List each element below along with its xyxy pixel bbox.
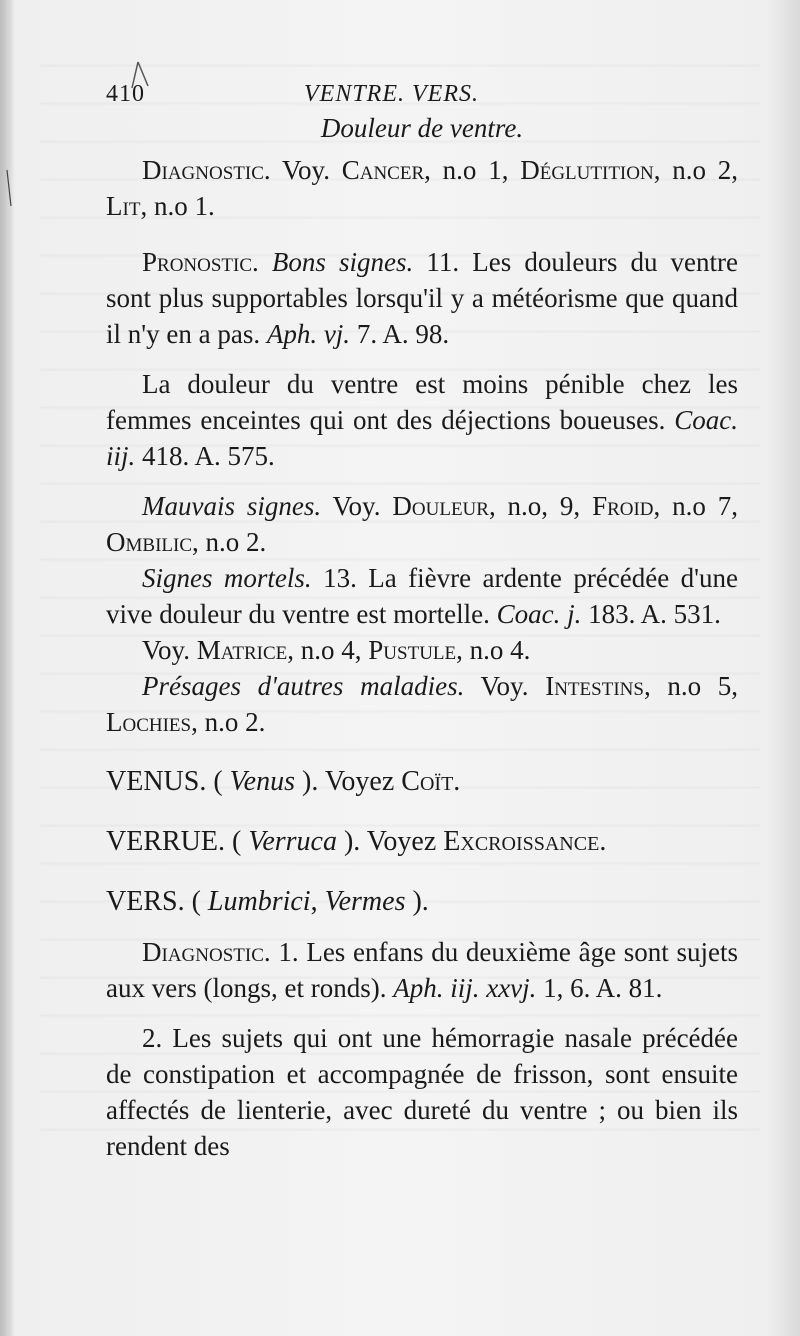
entry-venus <box>106 764 738 800</box>
punctuation: . <box>599 826 607 857</box>
citation: Aph. iij. xxvj. <box>393 973 537 1003</box>
ref-number: , n.o 2. <box>191 707 266 737</box>
ref-number: , n.o, 9, <box>488 491 581 521</box>
label-presages: Présages d'autres maladies. <box>142 671 465 701</box>
ref-term: Matrice <box>196 635 288 665</box>
label-bons-signes: Bons signes. <box>271 247 414 277</box>
label-diagnostic: Diagnostic. <box>142 937 271 967</box>
entry-vers <box>106 884 738 920</box>
voy-text: Voy. <box>142 635 191 665</box>
ref-number: , n.o 1. <box>140 191 215 221</box>
ref-term: Excroissance <box>443 826 600 857</box>
punctuation: ). Voyez <box>295 766 402 797</box>
citation: Coac. iij. <box>106 405 739 471</box>
paragraph-text: 13. La fièvre ardente précédée d'une vive douleur du ventre est mortelle. <box>106 563 738 629</box>
voy-text: Voy. <box>281 155 330 185</box>
section-title: Douleur de ventre. <box>320 113 524 143</box>
citation: Aph. vj. <box>266 319 351 349</box>
pronostic-text: 11. Les douleurs du ventre sont plus supportables lorsqu'il y a météorisme que quand il n'y en a pas. <box>106 247 739 349</box>
punctuation: ). Voyez <box>336 826 444 857</box>
diagnostic-paragraph <box>106 152 738 224</box>
paragraph-douleur <box>106 366 738 474</box>
ref-term: Lochies <box>106 707 192 737</box>
latin-term: Lumbrici <box>207 886 311 917</box>
punctuation: . <box>453 766 461 797</box>
page-number: 410 <box>106 81 145 107</box>
punctuation: ( <box>184 886 208 917</box>
ref-number: , n.o 1, <box>424 155 509 185</box>
ref-term: Froid <box>592 491 654 521</box>
ref-number: , n.o 7, <box>653 491 739 521</box>
running-title: VENTRE. VERS. <box>304 81 479 107</box>
label-pronostic: Pronostic. <box>142 247 259 277</box>
ref-number: , n.o 5, <box>643 671 739 701</box>
entry-head: VERS. <box>106 886 185 917</box>
latin-term: Vermes <box>324 886 406 917</box>
voy-paragraph <box>106 632 738 668</box>
latin-term: Venus <box>229 766 295 797</box>
page-content <box>106 70 738 1164</box>
ref-number: , n.o 4. <box>456 635 531 665</box>
presages-paragraph <box>106 668 738 740</box>
ref-term: Lit <box>106 191 141 221</box>
ref-term: Intestins <box>545 671 644 701</box>
label-signes-mortels: Signes mortels. <box>142 563 312 593</box>
punctuation: ). <box>405 886 429 917</box>
citation-numbers: 183. A. 531. <box>581 599 721 629</box>
label-mauvais-signes: Mauvais signes. <box>142 491 322 521</box>
punctuation: , <box>310 886 325 917</box>
ref-term: Pustule <box>368 635 457 665</box>
citation-numbers: 418. A. 575. <box>135 441 275 471</box>
punctuation: ( <box>206 766 230 797</box>
citation-numbers: 7. A. 98. <box>350 319 450 349</box>
ref-term: Cancer <box>341 155 425 185</box>
vers-diagnostic-paragraph <box>106 934 738 1006</box>
vers-paragraph-2 <box>106 1020 738 1164</box>
ref-term: Coït <box>401 766 454 797</box>
margin-mark-icon <box>6 168 12 208</box>
citation-numbers: 1, 6. A. 81. <box>536 973 663 1003</box>
ref-term: Déglutition <box>520 155 654 185</box>
signes-mortels-paragraph <box>106 560 738 632</box>
paragraph-text: 2. Les sujets qui ont une hémorragie nasale précédée de constipation et accompagnée de frisson, sont ensuite affectés de lienterie, avec dureté du ventre ; ou bien ils rendent des <box>106 1023 738 1161</box>
voy-text: Voy. <box>464 671 529 701</box>
latin-term: Verruca <box>248 826 337 857</box>
paragraph-text: 1. Les enfans du deuxième âge sont sujets aux vers (longs, et ronds). <box>106 937 738 1003</box>
citation: Coac. j. <box>496 599 582 629</box>
paragraph-text: La douleur du ventre est moins pénible chez les femmes enceintes qui ont des déjections boueuses. <box>106 369 738 435</box>
mauvais-signes-paragraph <box>106 488 738 560</box>
punctuation: ( <box>225 826 249 857</box>
entry-verrue <box>106 824 738 860</box>
ref-number: , n.o 4, <box>287 635 362 665</box>
pronostic-paragraph <box>106 244 738 352</box>
ref-term: Ombilic <box>106 527 192 557</box>
ref-number: , n.o 2. <box>192 527 267 557</box>
entry-head: VERRUE. <box>106 826 225 857</box>
ref-term: Douleur <box>392 491 489 521</box>
voy-text: Voy. <box>321 491 381 521</box>
ref-number: , n.o 2, <box>653 155 739 185</box>
running-header <box>106 70 738 110</box>
label-diagnostic: Diagnostic. <box>142 155 271 185</box>
entry-head: VENUS. <box>106 766 207 797</box>
